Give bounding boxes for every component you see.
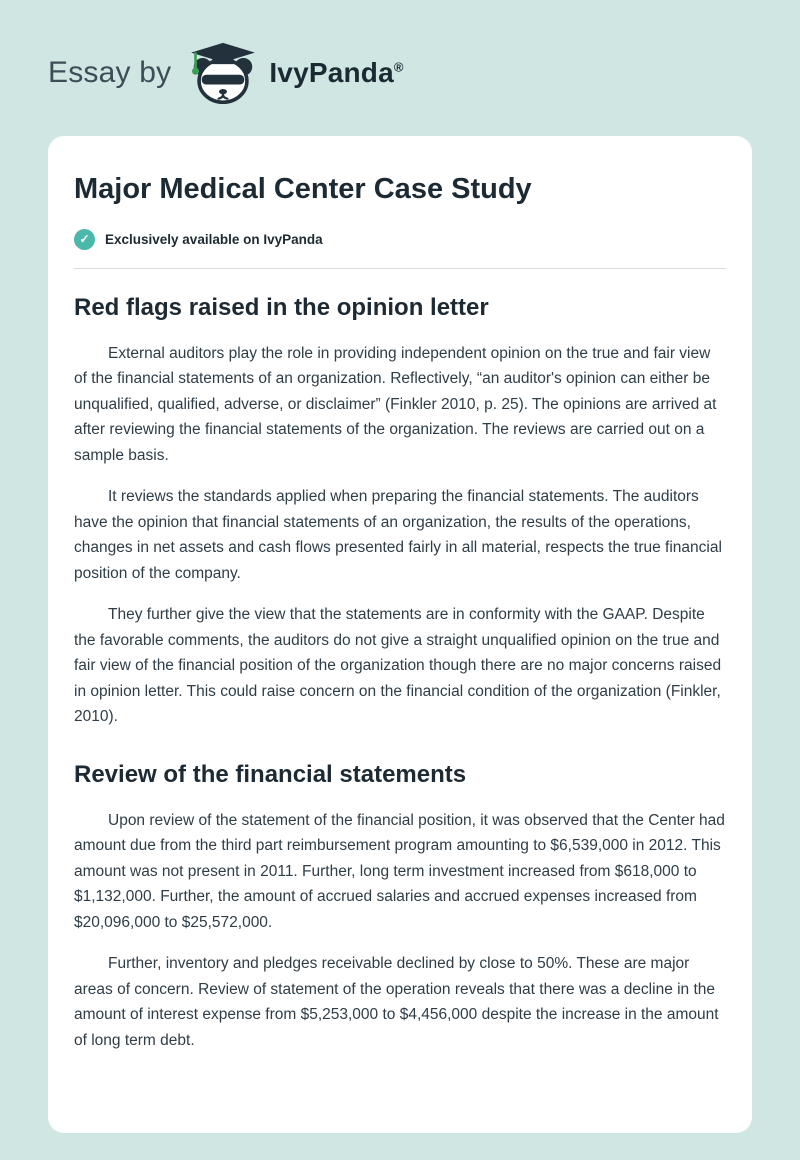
essay-card <box>48 136 752 1133</box>
page-title: Major Medical Center Case Study <box>74 173 532 205</box>
availability-row <box>74 229 726 250</box>
divider <box>74 268 726 269</box>
check-icon: ✓ <box>74 229 95 250</box>
registered-mark: ® <box>393 59 404 75</box>
paragraph: External auditors play the role in providing independent opinion on the true and fair view of the financial statements of an organization. Reflectively, “an auditor's opinion can either be unqualified, qualified, adverse, or disclaimer” (Finkler 2010, p. 25). The opinions are arrived at after reviewing the financial statements of the organization. The reviews are carried out on a sample basis. <box>74 344 717 464</box>
brand-lockup <box>187 42 403 104</box>
ivypanda-panda-logo-icon <box>187 42 259 104</box>
paragraph: It reviews the standards applied when preparing the financial statements. The auditors have the opinion that financial statements of an organization, the results of the operations, changes in net assets and cash flows presented fairly in all material, respects the true financial position of the company. <box>74 488 722 582</box>
header <box>0 0 800 132</box>
paragraph: They further give the view that the statements are in conformity with the GAAP. Despite the favorable comments, the auditors do not give a straight unqualified opinion on the true and fair view of the financial position of the organization though there are no major concerns raised in opinion letter. This could raise concern on the financial condition of the organization (Finkler, 2010). <box>74 606 722 726</box>
availability-label: Exclusively available on IvyPanda <box>105 231 323 247</box>
paragraph: Upon review of the statement of the financial position, it was observed that the Center had amount due from the third part reimbursement program amounting to $6,539,000 in 2012. This amount was not present in 2011. Further, long term investment increased from $618,000 to $1,132,000. Further, the amount of accrued salaries and accrued expenses increased from $20,096,000 to $25,572,000. <box>74 811 725 931</box>
section-heading-review: Review of the financial statements <box>74 760 467 788</box>
paragraph: Further, inventory and pledges receivable declined by close to 50%. These are major areas of concern. Review of statement of the operation reveals that there was a decline in the amount of interest expense from $5,253,000 to $4,456,000 despite the increase in the amount of long term debt. <box>74 955 719 1049</box>
brand-name <box>269 57 403 89</box>
section-heading-red-flags: Red flags raised in the opinion letter <box>74 293 489 321</box>
essay-by-label: Essay by <box>48 56 172 89</box>
brand-text: IvyPanda <box>269 57 394 88</box>
